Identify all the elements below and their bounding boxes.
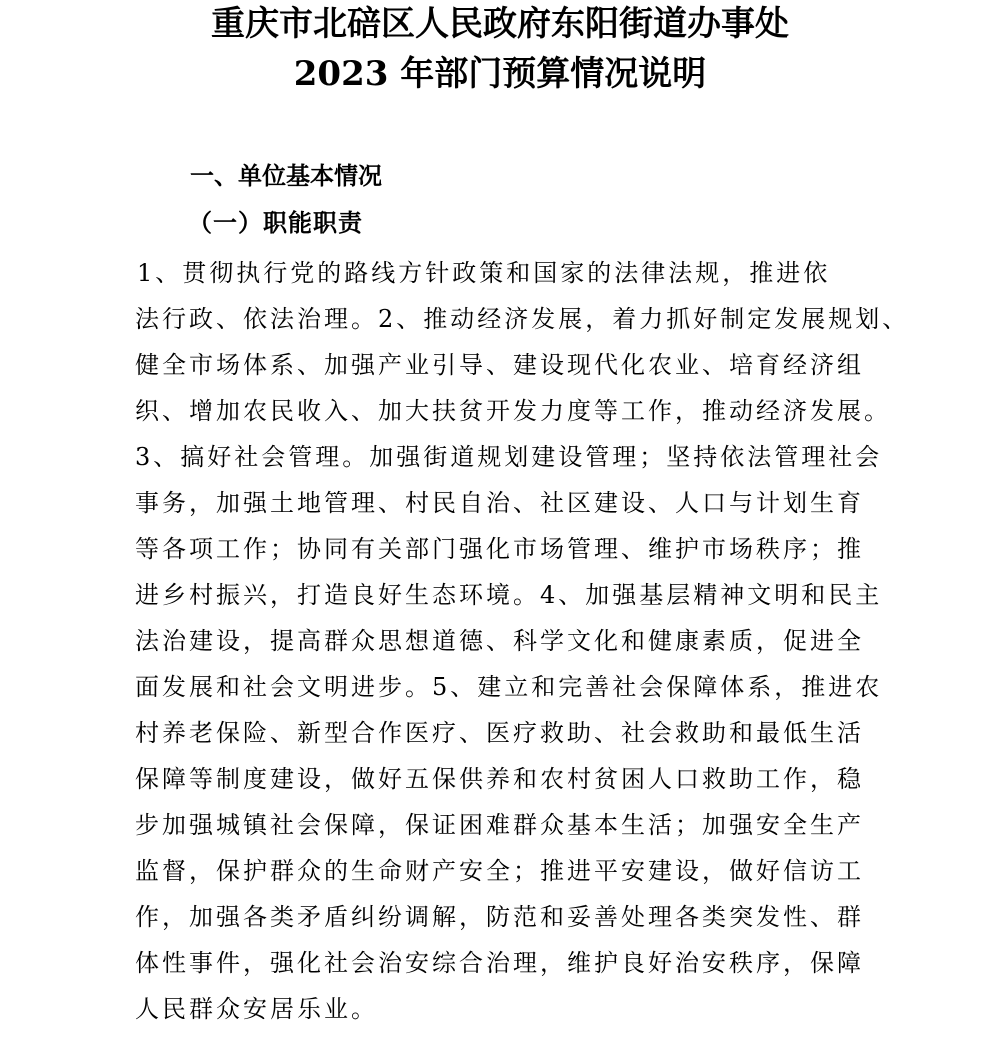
body-line-4: 织、增加农民收入、加大扶贫开发力度等工作，推动经济发展。 [135,397,891,425]
body-line-17: 人民群众安居乐业。 [135,995,378,1023]
body-line-9: 法治建设，提高群众思想道德、科学文化和健康素质，促进全 [135,627,864,655]
document-title-line1: 重庆市北碚区人民政府东阳街道办事处 [211,4,789,44]
body-line-3: 健全市场体系、加强产业引导、建设现代化农业、培育经济组 [135,351,864,379]
body-line-6: 事务，加强土地管理、村民自治、社区建设、人口与计划生育 [135,489,864,517]
body-line-5: 3、搞好社会管理。加强街道规划建设管理；坚持依法管理社会 [135,443,883,471]
subsection-heading-functions: （一）职能职责 [188,208,363,237]
body-line-10: 面发展和社会文明进步。5、建立和完善社会保障体系，推进农 [135,673,883,701]
document-title-line2: 2023 年部门预算情况说明 [293,54,707,94]
body-line-15: 作，加强各类矛盾纠纷调解，防范和妥善处理各类突发性、群 [135,903,864,931]
body-line-16: 体性事件，强化社会治安综合治理，维护良好治安秩序，保障 [135,949,864,977]
body-line-2: 法行政、依法治理。2、推动经济发展，着力抓好制定发展规划、 [135,305,910,333]
body-line-1: 1、贯彻执行党的路线方针政策和国家的法律法规，推进依 [137,259,831,287]
body-line-12: 保障等制度建设，做好五保供养和农村贫困人口救助工作，稳 [135,765,864,793]
body-line-11: 村养老保险、新型合作医疗、医疗救助、社会救助和最低生活 [135,719,864,747]
body-line-13: 步加强城镇社会保障，保证困难群众基本生活；加强安全生产 [135,811,864,839]
body-line-8: 进乡村振兴，打造良好生态环境。4、加强基层精神文明和民主 [135,581,883,609]
body-line-14: 监督，保护群众的生命财产安全；推进平安建设，做好信访工 [135,857,864,885]
section-heading-unit-basics: 一、单位基本情况 [190,162,382,190]
body-line-7: 等各项工作；协同有关部门强化市场管理、维护市场秩序；推 [135,535,864,563]
